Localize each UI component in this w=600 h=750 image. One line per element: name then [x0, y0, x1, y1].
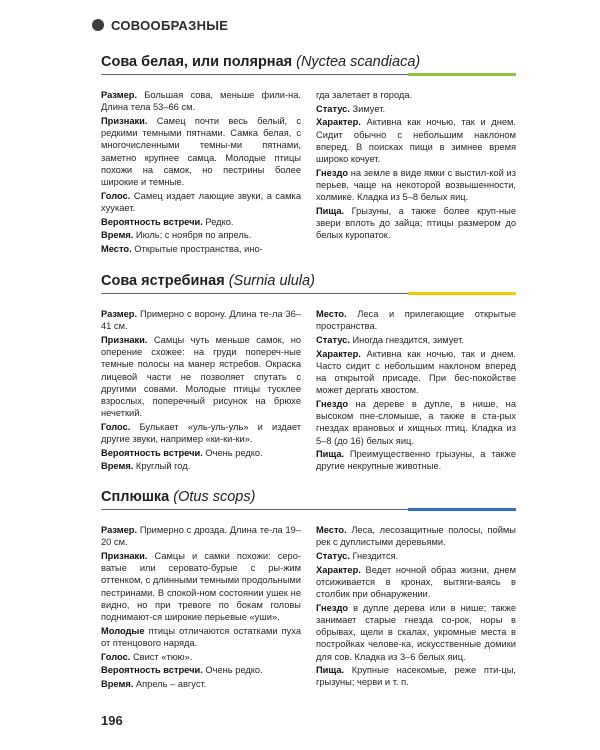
field-label: Гнездо [316, 398, 349, 409]
field-label: Признаки. [101, 550, 148, 561]
field-text: Свист «тюю». [130, 651, 193, 662]
field-text: Грызуны, а также более круп-ные звери вплоть до зайца; птицы размером до белых куропаток. [316, 205, 516, 241]
species-name: Сова белая, или полярная [101, 54, 293, 70]
text-column-right [316, 89, 516, 257]
field-text: Активна как ночью, так и днем. Часто сидит с небольшим наклоном вперед на открытой присаде. При бес-покойстве может дергать хвостом. [316, 348, 516, 396]
field-paragraph [101, 421, 301, 445]
field-text: Преимущественно грызуны, а также другие некрупные животные. [316, 449, 516, 472]
field-label: Статус. [316, 334, 350, 345]
species-divider [101, 293, 516, 294]
species-title [101, 53, 516, 71]
field-text: Апрель – август. [133, 678, 207, 689]
field-label: Размер. [101, 309, 138, 319]
species-latin-name: (Otus scops) [173, 489, 256, 505]
field-label: Место. [316, 525, 347, 535]
field-label: Статус. [316, 103, 350, 114]
field-paragraph [101, 460, 301, 472]
field-text: Примерно с дрозда. Длина те-ла 19–20 см. [101, 525, 301, 548]
field-label: Голос. [101, 190, 131, 201]
species-snowy-owl [101, 53, 516, 257]
field-paragraph [101, 678, 301, 690]
field-paragraph [101, 216, 301, 228]
field-text: птицы отличаются остатками пуха от птенцового наряда. [101, 625, 301, 648]
field-label: Голос. [101, 421, 131, 432]
field-paragraph [101, 229, 301, 241]
field-paragraph [101, 243, 301, 255]
field-text: Булькает «уль-уль-уль» и издает другие звуки, например «ки-ки-ки». [101, 421, 301, 445]
field-paragraph [316, 348, 516, 397]
section-title: СОВООБРАЗНЫЕ [111, 17, 229, 33]
field-paragraph [316, 398, 516, 447]
field-text: Примерно с ворону. Длина те-ла 36–41 см. [101, 309, 301, 332]
field-label: Пища. [316, 665, 345, 676]
field-paragraph [101, 308, 301, 332]
field-text: Активна как ночью, так и днем. Сидит обычно с небольшим наклоном вперед. В поисках пищи в зимнее время широко кочует. [316, 117, 516, 165]
section-bullet-icon [92, 19, 104, 31]
field-paragraph [316, 89, 516, 101]
field-text: в дупле дерева или в нише; также занимает старые гнезда со-рок, норы в обрывах, щели в скалах, укромные места в постройках челове-ка, искусственные домики для сов. Кладка из 3–6 белых яиц. [316, 602, 516, 662]
species-name: Сова ястребиная [101, 273, 225, 289]
field-label: Характер. [316, 348, 361, 359]
field-text: Открытые пространства, ино- [131, 243, 263, 254]
field-label: Статус. [316, 550, 350, 561]
species-accent-bar [408, 292, 516, 295]
field-text: Очень редко. [202, 447, 263, 458]
field-text: Самцы и самки похожи: сероватые или серовато-бурые с ры-жим оттенком, с длинными темными продольными пестринами. В спокой-ном состоянии ушек не видно, но при тревоге по бокам головы поднимают-ся широкие перьевые «уши». [101, 550, 301, 622]
field-paragraph [101, 651, 301, 663]
field-label: Размер. [101, 525, 138, 535]
field-paragraph [316, 334, 516, 346]
field-label: Пища. [316, 449, 345, 460]
field-paragraph [101, 334, 301, 419]
field-text: Самцы чуть меньше самок, но оперение схожее: на груди попереч-ные темные полосы на манер ястребов. Окраска лицевой части не позволяет спутать с другими совами. Молодые птицы тусклее взрослых, поперечный рисунок на брюхе нечеткий. [101, 334, 301, 419]
field-label: Время. [101, 461, 134, 472]
field-label: Вероятность встречи. [101, 216, 203, 227]
field-text: Самец издает лающие звуки, а самка хуукает. [101, 190, 301, 213]
species-latin-name: (Nyctea scandiaca) [296, 54, 421, 70]
species-divider [101, 509, 516, 510]
species-title [101, 272, 516, 290]
field-paragraph [101, 524, 301, 548]
field-text: Леса и прилегающие открытые пространства. [316, 309, 516, 332]
species-title [101, 488, 516, 506]
field-label: Вероятность встречи. [101, 665, 203, 676]
species-divider [101, 74, 516, 75]
field-text: Самец почти весь белый, с редкими темными пятнами. Самка белая, с многочисленными темны-ми пятнами, заметно крупнее самца. Молодые птицы похожи на самок, но пестрины более широкие и темные. [101, 115, 301, 187]
field-text: Гнездится. [349, 550, 399, 561]
field-text: на дереве в дупле, в нише, на высоком пне-сломыше, а также в ста-рых гнездах врановых и хищных птиц. Кладка из 5–8 (до 16) белых яиц. [316, 398, 516, 446]
field-paragraph [316, 550, 516, 562]
field-paragraph [316, 205, 516, 242]
field-text: Июль; с ноября по апрель. [133, 230, 252, 241]
field-paragraph [101, 89, 301, 113]
section-header [92, 15, 228, 35]
field-text: Крупные насекомые, реже пти-цы, грызуны; черви и т. п. [316, 665, 516, 688]
field-label: Гнездо [316, 602, 349, 613]
field-text: Большая сова, меньше фили-на. Длина тела 53–66 см. [101, 90, 301, 113]
field-paragraph [316, 167, 516, 204]
field-paragraph [101, 115, 301, 188]
field-paragraph [101, 190, 301, 214]
field-label: Время. [101, 678, 134, 689]
field-text: Леса, лесозащитные полосы, поймы рек с дуплистыми деревьями. [316, 525, 516, 548]
field-text: Зимует. [349, 103, 386, 114]
field-label: Голос. [101, 651, 131, 662]
species-latin-name: (Surnia ulula) [228, 273, 315, 289]
field-label: Признаки. [101, 115, 148, 126]
field-text: на земле в виде ямки с выстил-кой из перьев, чаще на некоторой возвышенности, холмике. Кладка из 5–8 белых яиц. [316, 167, 516, 203]
text-column-left [101, 308, 301, 474]
page-number: 196 [101, 713, 123, 728]
field-paragraph [101, 625, 301, 649]
field-label: Вероятность встречи. [101, 447, 203, 458]
text-column-right [316, 308, 516, 474]
text-column-left [101, 524, 301, 692]
species-name: Сплюшка [101, 489, 170, 505]
field-label: Пища. [316, 205, 345, 216]
text-column-left [101, 89, 301, 257]
field-paragraph [316, 664, 516, 688]
field-text: Ведет ночной образ жизни, днем отсиживается в кронах, вытяги-ваясь в столбик при обнаружении. [316, 564, 516, 600]
field-paragraph [316, 602, 516, 663]
field-paragraph [101, 550, 301, 623]
field-text: Иногда гнездится, зимует. [349, 334, 464, 345]
field-label: Характер. [316, 117, 361, 128]
species-scops-owl [101, 488, 516, 692]
field-paragraph [101, 664, 301, 676]
field-label: Размер. [101, 90, 138, 100]
field-label: Место. [101, 243, 132, 254]
field-label: Молодые [101, 625, 145, 636]
field-label: Характер. [316, 564, 361, 575]
field-paragraph [316, 308, 516, 332]
species-northern-hawk-owl [101, 272, 516, 474]
field-paragraph [316, 116, 516, 165]
field-paragraph [316, 524, 516, 548]
field-text: Очень редко. [202, 665, 263, 676]
field-label: Признаки. [101, 334, 148, 345]
field-label: Гнездо [316, 167, 349, 178]
field-text: гда залетает в города. [316, 90, 413, 100]
field-paragraph [101, 447, 301, 459]
species-accent-bar [408, 508, 516, 511]
text-column-right [316, 524, 516, 692]
field-paragraph [316, 448, 516, 472]
field-text: Круглый год. [133, 461, 191, 472]
species-accent-bar [408, 73, 516, 76]
field-text: Редко. [202, 216, 234, 227]
field-label: Время. [101, 230, 134, 241]
field-paragraph [316, 103, 516, 115]
field-label: Место. [316, 309, 347, 319]
field-paragraph [316, 564, 516, 601]
